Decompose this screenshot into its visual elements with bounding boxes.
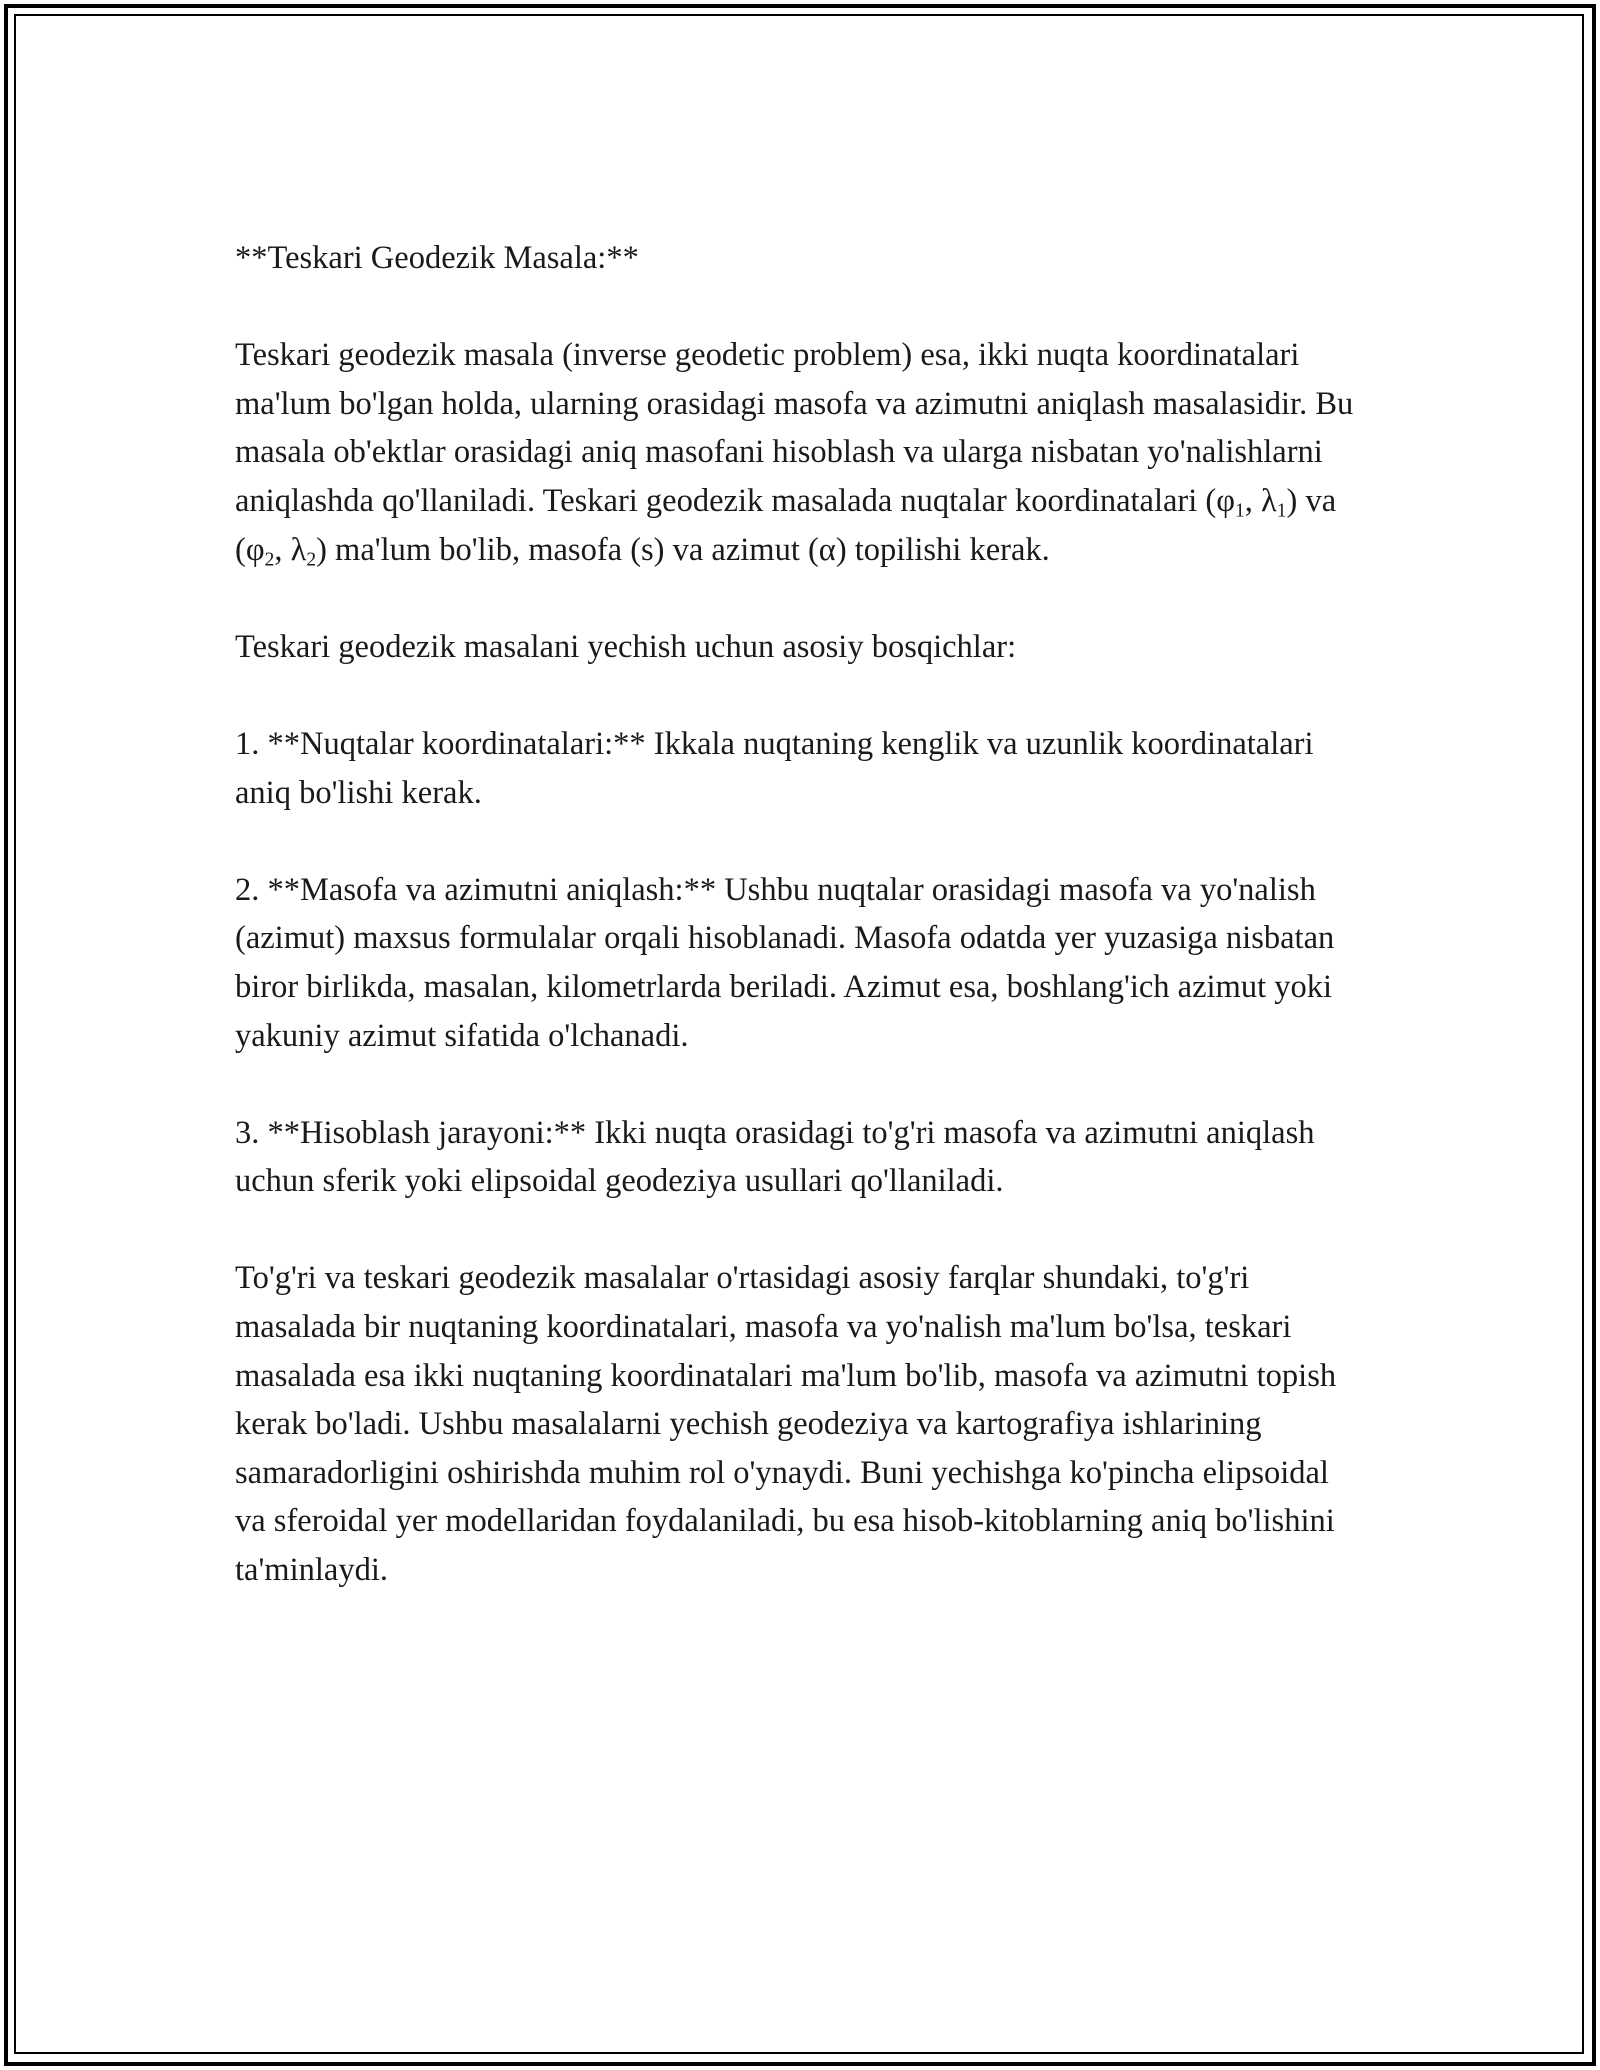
intro-text-start: Teskari geodezik masala (inverse geodetic problem) esa, ikki nuqta koordinatalari ma'lum bo'lgan holda, ularning orasidagi masofa va azimutni aniqlash masalasidir. Bu masala ob'ektlar orasidagi aniq masofani hisoblash va ularga nisbatan yo'nalishlarni aniqlashda qo'llaniladi. Teskari geodezik masalada nuqtalar koordinatalari ( xyxy=(235,337,1354,519)
subscript-2: 2 xyxy=(264,549,275,571)
subscript-1: 1 xyxy=(1235,500,1245,522)
paragraph-gap xyxy=(235,283,1365,332)
conclusion-paragraph: To'g'ri va teskari geodezik masalalar o'rtasidagi asosiy farqlar shundaki, to'g'ri masalada bir nuqtaning koordinatalari, masofa va yo'nalish ma'lum bo'lsa, teskari masalada esa ikki nuqtaning koordinatalari ma'lum bo'lib, masofa va azimutni topish kerak bo'ladi. Ushbu masalalarni yechish geodeziya va kartografiya ishlarining samaradorligini oshirishda muhim rol o'ynaydi. Buni yechishga ko'pincha elipsoidal va sferoidal yer modellaridan foydalaniladi, bu esa hisob-kitoblarning aniq bo'lishini ta'minlaydi. xyxy=(235,1260,1337,1589)
paragraph-gap xyxy=(235,817,1365,866)
subscript-2: 2 xyxy=(306,549,317,571)
coord-joiner: ) va ( xyxy=(235,482,1337,568)
step-3-paragraph: 3. **Hisoblash jarayoni:** Ikki nuqta orasidagi to'g'ri masofa va azimutni aniqlash uchun sferik yoki elipsoidal geodeziya usullari qo'llaniladi. xyxy=(235,1114,1315,1200)
lambda-symbol: λ xyxy=(1261,482,1277,519)
paragraph-gap xyxy=(235,1060,1365,1109)
phi-symbol: φ xyxy=(1216,482,1236,519)
paragraph-gap xyxy=(235,574,1365,623)
document-heading: **Teskari Geodezik Masala:** xyxy=(235,240,639,276)
document-body xyxy=(235,234,1365,1595)
lambda-symbol: λ xyxy=(290,531,307,568)
paragraph-gap xyxy=(235,1206,1365,1255)
phi-symbol: φ xyxy=(245,531,265,568)
step-1-paragraph: 1. **Nuqtalar koordinatalari:** Ikkala nuqtaning kenglik va uzunlik koordinatalari aniq bo'lishi kerak. xyxy=(235,725,1314,811)
subscript-1: 1 xyxy=(1276,500,1287,522)
intro-paragraph xyxy=(235,331,1365,574)
step-2-paragraph: 2. **Masofa va azimutni aniqlash:** Ushbu nuqtalar orasidagi masofa va yo'nalish (azimut) maxsus formulalar orqali hisoblanadi. Masofa odatda yer yuzasiga nisbatan biror birlikda, masalan, kilometrlarda beriladi. Azimut esa, boshlang'ich azimut yoki yakuniy azimut sifatida o'lchanadi. xyxy=(235,871,1335,1054)
paragraph-gap xyxy=(235,671,1365,720)
coord-separator: , xyxy=(274,531,291,568)
steps-intro: Teskari geodezik masalani yechish uchun asosiy bosqichlar: xyxy=(235,628,1017,665)
coord-separator: , xyxy=(1244,482,1262,519)
intro-text-end: ) ma'lum bo'lib, masofa (s) va azimut (α) topilishi kerak. xyxy=(316,531,1050,568)
